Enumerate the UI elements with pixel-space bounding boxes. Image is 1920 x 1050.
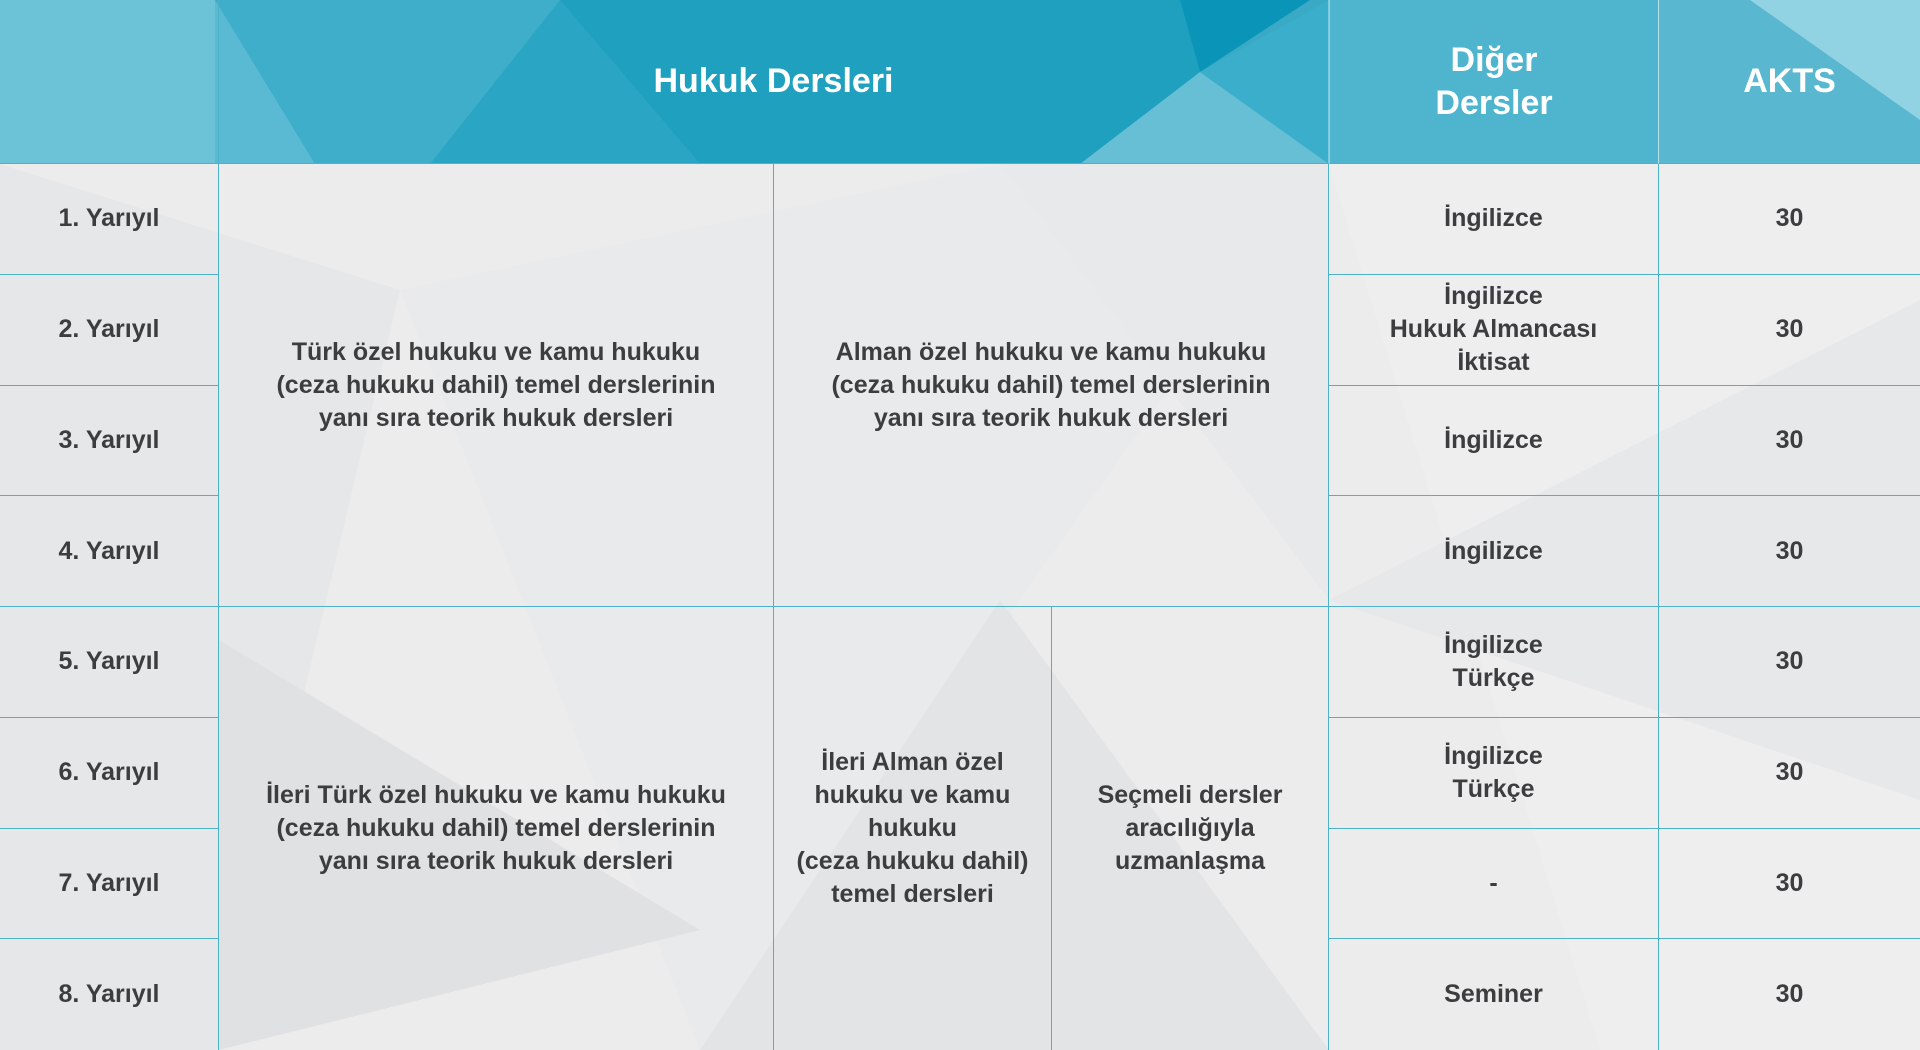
semester-label: 8. Yarıyıl <box>0 939 219 1050</box>
semester-label: 1. Yarıyıl <box>0 164 219 275</box>
akts-value: 30 <box>1659 718 1920 829</box>
akts-value: 30 <box>1659 496 1920 607</box>
other-courses-cell: İngilizce <box>1329 386 1659 497</box>
semester-label: 2. Yarıyıl <box>0 275 219 386</box>
akts-value: 30 <box>1659 607 1920 718</box>
elective-specialization: Seçmeli dersler aracılığıyla uzmanlaşma <box>1052 607 1329 1050</box>
german-advanced-law-courses: İleri Alman özel hukuku ve kamu hukuku (ceza hukuku dahil) temel dersleri <box>774 607 1052 1050</box>
akts-value: 30 <box>1775 980 1804 1009</box>
header-law-courses: Hukuk Dersleri <box>219 0 1329 164</box>
header-corner <box>0 0 219 164</box>
akts-value: 30 <box>1659 386 1920 497</box>
turkish-advanced-law-courses: İleri Türk özel hukuku ve kamu hukuku (ceza hukuku dahil) temel derslerinin yanı sıra teorik hukuk dersleri <box>219 607 774 1050</box>
header-other-courses: Diğer Dersler <box>1329 0 1659 164</box>
semester-label: 6. Yarıyıl <box>0 718 219 829</box>
turkish-basic-law-courses: Türk özel hukuku ve kamu hukuku (ceza hukuku dahil) temel derslerinin yanı sıra teorik hukuk dersleri <box>219 164 774 607</box>
semester-label: 3. Yarıyıl <box>0 386 219 497</box>
german-basic-law-courses: Alman özel hukuku ve kamu hukuku (ceza hukuku dahil) temel derslerinin yanı sıra teorik hukuk dersleri <box>774 164 1329 607</box>
other-courses-cell: Seminer <box>1329 939 1659 1050</box>
semester-label: 7. Yarıyıl <box>0 829 219 940</box>
akts-value: 30 <box>1659 164 1920 275</box>
other-courses-cell: İngilizce <box>1329 496 1659 607</box>
other-courses-cell: - <box>1329 829 1659 940</box>
other-courses-cell: İngilizce Hukuk Almancası İktisat <box>1329 275 1659 386</box>
other-courses-cell: İngilizce <box>1329 164 1659 275</box>
akts-value: 30 <box>1659 275 1920 386</box>
other-courses-cell: İngilizce Türkçe <box>1329 607 1659 718</box>
akts-value: 30 <box>1659 829 1920 940</box>
header-akts: AKTS <box>1659 0 1920 164</box>
semester-label: 4. Yarıyıl <box>0 496 219 607</box>
semester-label: 5. Yarıyıl <box>0 607 219 718</box>
other-courses-cell: İngilizce Türkçe <box>1329 718 1659 829</box>
